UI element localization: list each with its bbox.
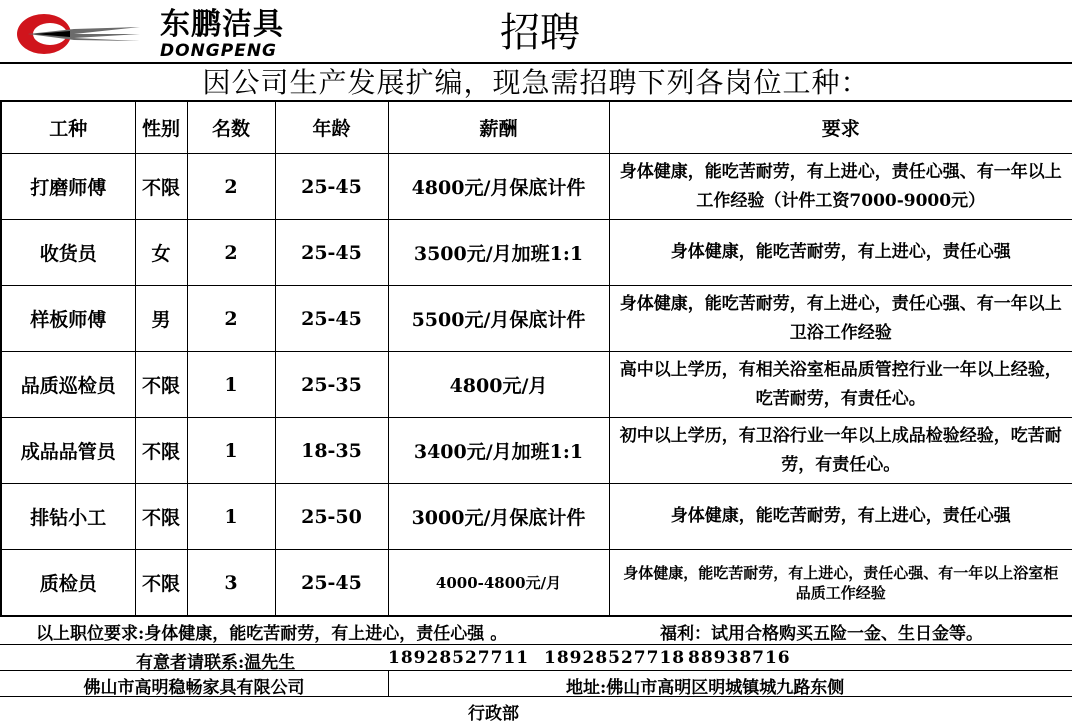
general-requirements: 以上职位要求:身体健康，能吃苦耐劳，有上进心，责任心强 。 (36, 624, 508, 644)
cell-age: 18-35 (275, 418, 388, 484)
table-row (1, 220, 1072, 286)
cell-job: 成品品管员 (1, 418, 135, 484)
cell-count: 1 (187, 484, 275, 550)
cell-age: 25-45 (275, 286, 388, 352)
table-row (1, 418, 1072, 484)
cell-gender: 不限 (135, 484, 187, 550)
cell-requirement: 高中以上学历，有相关浴室柜品质管控行业一年以上经验，吃苦耐劳，有责任心。 (609, 352, 1072, 418)
footer-company-row (0, 670, 1072, 696)
cell-gender: 不限 (135, 154, 187, 220)
logo-chinese-text: 东鹏洁具 (160, 7, 284, 42)
cell-count: 2 (187, 154, 275, 220)
jobs-table (0, 100, 1072, 617)
phone-number: 88938716 (688, 648, 791, 668)
header (0, 0, 1072, 64)
cell-requirement: 身体健康，能吃苦耐劳，有上进心，责任心强 (609, 484, 1072, 550)
footer (0, 614, 1072, 724)
cell-count: 3 (187, 550, 275, 617)
table-row (1, 352, 1072, 418)
recruitment-banner: 因公司生产发展扩编，现急需招聘下列各岗位工种： (202, 66, 870, 99)
cell-job: 质检员 (1, 550, 135, 617)
cell-requirement: 身体健康，能吃苦耐劳，有上进心，责任心强 (609, 220, 1072, 286)
header-job: 工种 (1, 101, 135, 154)
department-name: 行政部 (468, 704, 519, 724)
footer-contact-row (0, 644, 1072, 673)
phone-number: 18928527718 (544, 648, 686, 668)
cell-job: 样板师傅 (1, 286, 135, 352)
cell-gender: 不限 (135, 550, 187, 617)
header-age: 年龄 (275, 101, 388, 154)
cell-gender: 不限 (135, 352, 187, 418)
cell-age: 25-50 (275, 484, 388, 550)
cell-requirement: 身体健康，能吃苦耐劳，有上进心，责任心强、有一年以上工作经验（计件工资7000-9000元） (609, 154, 1072, 220)
cell-job: 品质巡检员 (1, 352, 135, 418)
header-salary: 薪酬 (388, 101, 609, 154)
cell-salary: 3000元/月保底计件 (388, 484, 609, 550)
cell-salary: 3400元/月加班1:1 (388, 418, 609, 484)
cell-requirement: 身体健康，能吃苦耐劳，有上进心，责任心强、有一年以上卫浴工作经验 (609, 286, 1072, 352)
header-requirement: 要求 (609, 101, 1072, 154)
divider (388, 671, 389, 697)
cell-count: 1 (187, 352, 275, 418)
cell-gender: 女 (135, 220, 187, 286)
company-logo (14, 7, 304, 61)
table-row (1, 286, 1072, 352)
cell-age: 25-45 (275, 550, 388, 617)
company-name: 佛山市高明稳畅家具有限公司 (83, 678, 305, 698)
table-row (1, 154, 1072, 220)
cell-job: 收货员 (1, 220, 135, 286)
footer-requirements-row (0, 616, 1072, 644)
header-count: 名数 (187, 101, 275, 154)
cell-count: 2 (187, 286, 275, 352)
table-header-row (1, 101, 1072, 154)
cell-requirement: 身体健康，能吃苦耐劳，有上进心，责任心强、有一年以上浴室柜品质工作经验 (609, 550, 1072, 617)
footer-department-row (0, 696, 1072, 724)
cell-age: 25-45 (275, 220, 388, 286)
cell-gender: 不限 (135, 418, 187, 484)
welfare-text: 福利：试用合格购买五险一金、生日金等。 (660, 624, 983, 644)
cell-salary: 4000-4800元/月 (388, 550, 609, 617)
cell-count: 1 (187, 418, 275, 484)
cell-job: 排钻小工 (1, 484, 135, 550)
cell-salary: 4800元/月保底计件 (388, 154, 609, 220)
cell-salary: 3500元/月加班1:1 (388, 220, 609, 286)
contact-person: 有意者请联系:温先生 (136, 653, 296, 673)
logo-english-text: DONGPENG (160, 41, 277, 61)
cell-requirement: 初中以上学历，有卫浴行业一年以上成品检验经验，吃苦耐劳，有责任心。 (609, 418, 1072, 484)
cell-age: 25-45 (275, 154, 388, 220)
cell-job: 打磨师傅 (1, 154, 135, 220)
dongpeng-logo-icon (14, 12, 144, 56)
cell-salary: 4800元/月 (388, 352, 609, 418)
header-gender: 性别 (135, 101, 187, 154)
table-row (1, 550, 1072, 617)
cell-gender: 男 (135, 286, 187, 352)
phone-number: 18928527711 (388, 648, 530, 668)
page-title: 招聘 (500, 10, 580, 56)
company-address: 地址:佛山市高明区明城镇城九路东侧 (566, 678, 845, 698)
cell-salary: 5500元/月保底计件 (388, 286, 609, 352)
cell-age: 25-35 (275, 352, 388, 418)
table-row (1, 484, 1072, 550)
cell-count: 2 (187, 220, 275, 286)
